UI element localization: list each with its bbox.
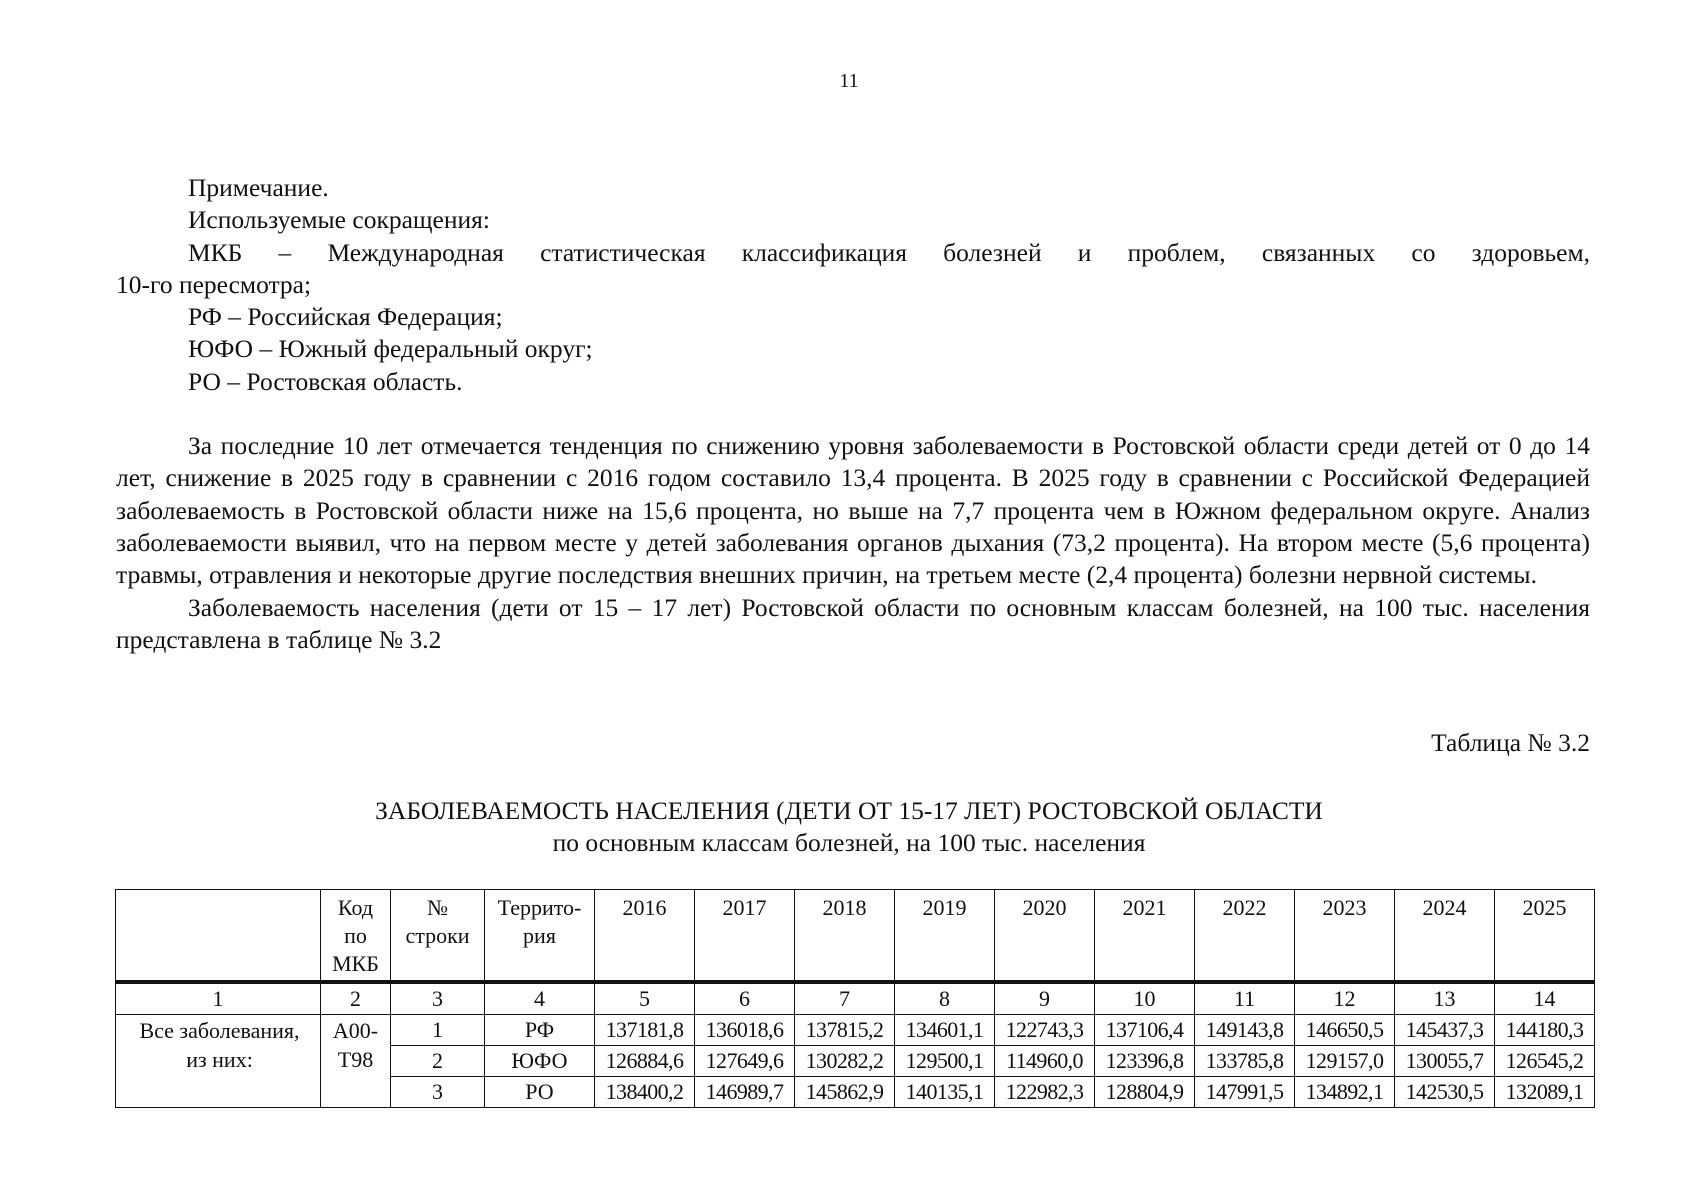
value-cell: 129500,1: [895, 1046, 995, 1077]
value-cell: 149143,8: [1195, 1015, 1295, 1046]
value-cell: 129157,0: [1295, 1046, 1395, 1077]
paragraph-intro-table: Заболеваемость населения (дети от 15 – 17 лет) Ростовской области по основным классам болезней, на 100 тыс. населения представлена в таблице № 3.2: [116, 592, 1590, 654]
value-cell: 128804,9: [1095, 1077, 1195, 1108]
row-number-cell: 1: [391, 1015, 485, 1046]
value-cell: 137815,2: [795, 1015, 895, 1046]
value-cell: 146989,7: [695, 1077, 795, 1108]
value-cell: 123396,8: [1095, 1046, 1195, 1077]
column-number: 10: [1095, 982, 1195, 1015]
value-cell: 122743,3: [995, 1015, 1095, 1046]
value-cell: 145862,9: [795, 1077, 895, 1108]
header-row-number: № строки: [391, 890, 485, 983]
morbidity-table: [115, 889, 1595, 1108]
column-number: 6: [695, 982, 795, 1015]
table-title-sub: по основным классам болезней, на 100 тыс. населения: [552, 828, 1146, 857]
header-year: 2025: [1495, 890, 1595, 983]
header-territory: Террито- рия: [485, 890, 595, 983]
table-number: Таблица № 3.2: [1431, 728, 1590, 757]
value-cell: 126545,2: [1495, 1046, 1595, 1077]
disease-class-cell: Все заболевания, из них:: [116, 1015, 321, 1108]
note-subtitle: Используемые сокращения:: [188, 205, 490, 235]
abbr-mkb-line2: 10-го пересмотра;: [116, 269, 312, 299]
column-number-row: [116, 982, 1595, 1015]
row-number-cell: 3: [391, 1077, 485, 1108]
abbr-yufo: ЮФО – Южный федеральный округ;: [188, 334, 593, 364]
column-number: 13: [1395, 982, 1495, 1015]
value-cell: 130282,2: [795, 1046, 895, 1077]
header-year: 2021: [1095, 890, 1195, 983]
value-cell: 145437,3: [1395, 1015, 1495, 1046]
value-cell: 140135,1: [895, 1077, 995, 1108]
header-icd-code: Код по МКБ: [321, 890, 391, 983]
column-number: 12: [1295, 982, 1395, 1015]
column-number: 8: [895, 982, 995, 1015]
header-year: 2023: [1295, 890, 1395, 983]
column-number: 11: [1195, 982, 1295, 1015]
column-number: 3: [391, 982, 485, 1015]
header-year: 2022: [1195, 890, 1295, 983]
column-number: 14: [1495, 982, 1595, 1015]
value-cell: 134892,1: [1295, 1077, 1395, 1108]
column-number: 5: [595, 982, 695, 1015]
note-title: Примечание.: [188, 173, 329, 202]
icd-code-cell: А00- Т98: [321, 1015, 391, 1108]
abbr-rf: РФ – Российская Федерация;: [188, 302, 503, 332]
page-number: 11: [839, 70, 859, 92]
column-number: 9: [995, 982, 1095, 1015]
document-body: [116, 172, 1590, 656]
header-year: 2017: [695, 890, 795, 983]
value-cell: 146650,5: [1295, 1015, 1395, 1046]
value-cell: 136018,6: [695, 1015, 795, 1046]
value-cell: 142530,5: [1395, 1077, 1495, 1108]
value-cell: 126884,6: [595, 1046, 695, 1077]
value-cell: 130055,7: [1395, 1046, 1495, 1077]
table-row-rf: [116, 1015, 1595, 1046]
value-cell: 138400,2: [595, 1077, 695, 1108]
value-cell: 122982,3: [995, 1077, 1095, 1108]
paragraph-trend: За последние 10 лет отмечается тенденция по снижению уровня заболеваемости в Ростовской области среди детей от 0 до 14 лет, снижение в 2025 году в сравнении с 2016 годом составило 13,4 процента. В 2025 году в сравнении с Российской Федерацией заболеваемость в Ростовской области ниже на 15,6 процента, но выше на 7,7 процента чем в Южном федеральном округе. Анализ заболеваемости выявил, что на первом месте у детей заболевания органов дыхания (73,2 процента). На втором месте (5,6 процента) травмы, отравления и некоторые другие последствия внешних причин, на третьем месте (2,4 процента) болезни нервной системы.: [116, 431, 1590, 590]
value-cell: 137181,8: [595, 1015, 695, 1046]
value-cell: 137106,4: [1095, 1015, 1195, 1046]
column-number: 4: [485, 982, 595, 1015]
header-year: 2020: [995, 890, 1095, 983]
territory-cell: РО: [485, 1077, 595, 1108]
value-cell: 144180,3: [1495, 1015, 1595, 1046]
table-title-main: ЗАБОЛЕВАЕМОСТЬ НАСЕЛЕНИЯ (ДЕТИ ОТ 15-17 ЛЕТ) РОСТОВСКОЙ ОБЛАСТИ: [375, 796, 1323, 825]
column-number: 7: [795, 982, 895, 1015]
table-title: [0, 795, 1698, 859]
value-cell: 134601,1: [895, 1015, 995, 1046]
header-year: 2016: [595, 890, 695, 983]
column-number: 1: [116, 982, 321, 1015]
value-cell: 127649,6: [695, 1046, 795, 1077]
header-disease: [116, 890, 321, 983]
value-cell: 132089,1: [1495, 1077, 1595, 1108]
value-cell: 147991,5: [1195, 1077, 1295, 1108]
value-cell: 133785,8: [1195, 1046, 1295, 1077]
table-header-row: [116, 890, 1595, 983]
header-year: 2018: [795, 890, 895, 983]
header-year: 2024: [1395, 890, 1495, 983]
abbr-ro: РО – Ростовская область.: [188, 366, 463, 396]
territory-cell: ЮФО: [485, 1046, 595, 1077]
header-year: 2019: [895, 890, 995, 983]
column-number: 2: [321, 982, 391, 1015]
territory-cell: РФ: [485, 1015, 595, 1046]
value-cell: 114960,0: [995, 1046, 1095, 1077]
row-number-cell: 2: [391, 1046, 485, 1077]
abbr-mkb-line1: МКБ – Международная статистическая классификация болезней и проблем, связанных со здоровьем,: [188, 237, 1590, 267]
